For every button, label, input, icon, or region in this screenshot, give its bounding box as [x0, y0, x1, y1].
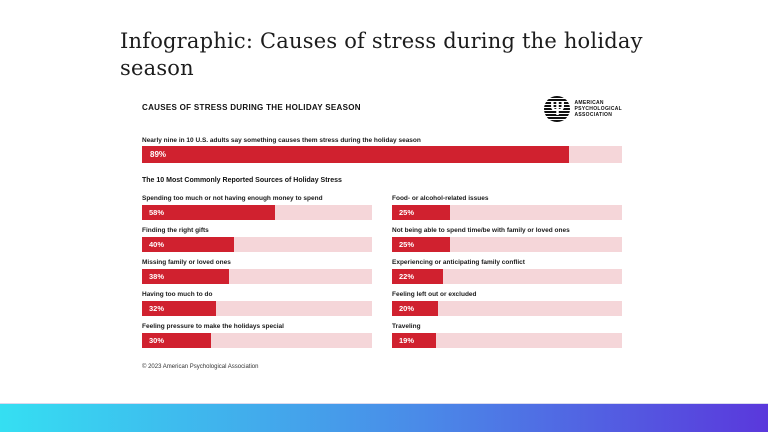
bar-label: Spending too much or not having enough money to spend — [142, 195, 323, 202]
headline-bar-fill — [142, 146, 569, 163]
bar-label: Traveling — [392, 323, 421, 330]
bar-label: Food- or alcohol-related issues — [392, 195, 489, 202]
headline-bar-track — [142, 146, 622, 163]
bar-label: Experiencing or anticipating family conflict — [392, 259, 525, 266]
bar-label: Having too much to do — [142, 291, 213, 298]
bar-row — [392, 291, 622, 316]
bar-label: Not being able to spend time/be with family or loved ones — [392, 227, 570, 234]
bar-track — [142, 269, 372, 284]
bar-row — [142, 227, 372, 252]
copyright-text: © 2023 American Psychological Association — [142, 364, 259, 370]
bar-label: Finding the right gifts — [142, 227, 209, 234]
bar-row — [392, 227, 622, 252]
bottom-gradient-bar — [0, 403, 768, 432]
bar-track — [142, 333, 372, 348]
bar-column-left — [142, 195, 372, 355]
bar-fill — [142, 237, 234, 252]
bar-value: 38% — [149, 272, 165, 281]
bar-row — [142, 323, 372, 348]
bar-fill — [392, 269, 443, 284]
headline-bar-value: 89% — [150, 150, 167, 159]
bar-value: 20% — [399, 304, 415, 313]
bar-track — [392, 301, 622, 316]
bar-row — [392, 195, 622, 220]
bar-fill — [142, 269, 229, 284]
bar-fill — [392, 205, 450, 220]
bar-track — [142, 205, 372, 220]
chart-subtitle: The 10 Most Commonly Reported Sources of Holiday Stress — [142, 177, 342, 184]
bar-label: Missing family or loved ones — [142, 259, 231, 266]
bar-track — [392, 333, 622, 348]
bar-row — [142, 195, 372, 220]
bar-track — [392, 269, 622, 284]
bar-label: Feeling left out or excluded — [392, 291, 477, 298]
bar-row — [142, 259, 372, 284]
bar-value: 22% — [399, 272, 415, 281]
bar-track — [392, 205, 622, 220]
bar-row — [142, 291, 372, 316]
headline-label: Nearly nine in 10 U.S. adults say something causes them stress during the holiday season — [142, 137, 421, 144]
bar-track — [142, 237, 372, 252]
infographic-title: CAUSES OF STRESS DURING THE HOLIDAY SEASON — [142, 103, 361, 112]
bar-fill — [142, 333, 211, 348]
bar-fill — [392, 333, 436, 348]
bar-value: 40% — [149, 240, 165, 249]
bar-value: 25% — [399, 208, 415, 217]
bar-fill — [142, 301, 216, 316]
apa-logo — [544, 96, 622, 122]
bar-row — [392, 323, 622, 348]
bar-columns — [142, 195, 622, 355]
apa-logo-line: ASSOCIATION — [574, 112, 613, 118]
apa-psi-icon: Ψ — [544, 96, 570, 122]
bar-value: 58% — [149, 208, 165, 217]
apa-logo-line: AMERICAN — [574, 100, 604, 106]
bar-row — [392, 259, 622, 284]
apa-logo-line: PSYCHOLOGICAL — [574, 106, 622, 112]
bar-label: Feeling pressure to make the holidays special — [142, 323, 284, 330]
bar-track — [142, 301, 372, 316]
bar-fill — [142, 205, 275, 220]
infographic-panel — [142, 96, 622, 380]
bar-value: 30% — [149, 336, 165, 345]
bar-column-right — [392, 195, 622, 355]
bar-value: 32% — [149, 304, 165, 313]
page-title: Infographic: Causes of stress during the holiday season — [120, 29, 643, 80]
bar-value: 25% — [399, 240, 415, 249]
apa-logo-text — [574, 100, 622, 118]
bar-fill — [392, 237, 450, 252]
bar-value: 19% — [399, 336, 415, 345]
bar-track — [392, 237, 622, 252]
bar-fill — [392, 301, 438, 316]
